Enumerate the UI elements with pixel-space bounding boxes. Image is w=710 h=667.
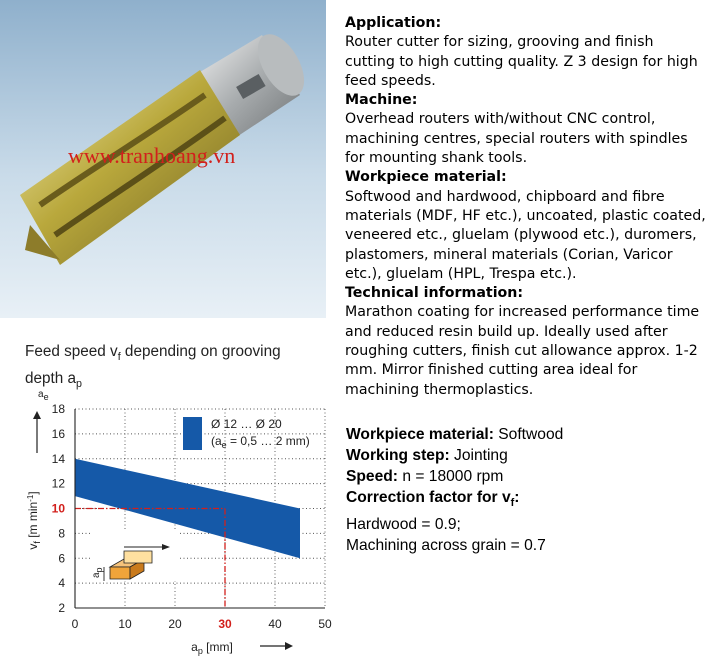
param-value: Softwood	[498, 426, 564, 443]
caption-line-1	[25, 341, 325, 368]
legend-label: Ø 12 … Ø 20	[211, 417, 282, 431]
section-heading: Machine:	[345, 92, 418, 109]
y-tick-label: 14	[51, 451, 65, 466]
param-label-sub: f	[510, 497, 515, 510]
param-label: Workpiece material:	[346, 426, 494, 443]
x-tick-label: 0	[71, 617, 79, 631]
section-technical-information	[345, 284, 707, 400]
param-hardwood: Hardwood = 0.9;	[346, 516, 461, 534]
x-tick-label: 20	[168, 617, 182, 631]
param-label-colon: :	[514, 489, 520, 506]
section-machine	[345, 91, 707, 168]
y-tick-label: 18	[51, 402, 65, 416]
caption-text: Feed speed v	[25, 343, 118, 360]
y-tick-label: 4	[58, 576, 65, 591]
param-label: Working step:	[346, 447, 450, 464]
param-label: Correction factor for v	[346, 489, 511, 506]
x-axis-label: ap [mm]	[191, 640, 233, 656]
watermark-text: www.tranhoang.vn	[68, 143, 236, 168]
section-heading: Workpiece material:	[345, 169, 507, 186]
param-across-grain: Machining across grain = 0.7	[346, 537, 546, 555]
description-block	[345, 14, 707, 400]
param-label: Speed:	[346, 468, 398, 485]
grooving-inset	[90, 531, 180, 581]
x-tick-label: 40	[268, 617, 282, 631]
chart-caption	[25, 341, 325, 395]
caption-line-2	[25, 368, 325, 395]
y-tick-label: 16	[51, 426, 65, 441]
y-axis-arrow-head	[33, 411, 41, 419]
section-heading: Application:	[345, 15, 442, 31]
section-text: Marathon coating for increased performance time and reduced resin build up. Ideally used after roughing cutters, finish cut allowance approx. 1-2 mm. Mirror finished cutting area ideal for machining thermoplastics.	[345, 304, 700, 398]
caption-text: depending on grooving	[120, 343, 281, 360]
y-tick-label: 6	[58, 551, 65, 566]
inset-ae-label: ae	[38, 389, 49, 402]
section-heading: Technical information:	[345, 285, 524, 302]
param-step	[346, 445, 708, 466]
param-value: Jointing	[454, 447, 508, 464]
caption-text: depth a	[25, 370, 77, 388]
param-speed	[346, 466, 708, 487]
legend-label: (ae = 0,5 … 2 mm)	[211, 434, 310, 450]
cutting-parameters	[346, 424, 708, 556]
section-application	[345, 14, 707, 91]
inset-cutter	[124, 551, 152, 563]
param-value: n = 18000 rpm	[402, 468, 504, 485]
param-material	[346, 424, 708, 445]
caption-sub: p	[76, 378, 82, 391]
section-text: Overhead routers with/without CNC control, machining centres, special routers with spindles for mounting shank tools.	[345, 111, 688, 167]
section-text: Router cutter for sizing, grooving and finish cutting to high cutting quality. Z 3 design for high feed speeds.	[345, 34, 698, 89]
param-correction-heading	[346, 487, 708, 514]
caption-sub: f	[117, 351, 121, 364]
y-tick-label: 2	[58, 601, 65, 615]
y-tick-label: 8	[58, 526, 65, 541]
section-workpiece-material	[345, 168, 707, 284]
inset-workpiece-front	[110, 567, 130, 579]
section-text: Softwood and hardwood, chipboard and fibre materials (MDF, HF etc.), uncoated, plastic coated, veneered etc., gluelam (plywood etc.), duromers, plastomers, mineral materials (Corian, Varicor etc.), gluelam (HPL, Trespa etc.).	[345, 188, 706, 282]
x-tick-label: 50	[318, 617, 332, 631]
inset-ap-label: ap	[91, 567, 104, 578]
legend-swatch	[183, 417, 202, 450]
y-axis-label: vf [m min-1]	[26, 491, 42, 550]
y-tick-label: 12	[51, 476, 65, 491]
x-tick-label: 10	[118, 617, 132, 631]
x-tick-label: 30	[218, 617, 232, 631]
feed-speed-chart	[0, 389, 345, 667]
x-axis-arrow-head	[285, 642, 293, 650]
y-tick-label: 10	[51, 501, 65, 516]
